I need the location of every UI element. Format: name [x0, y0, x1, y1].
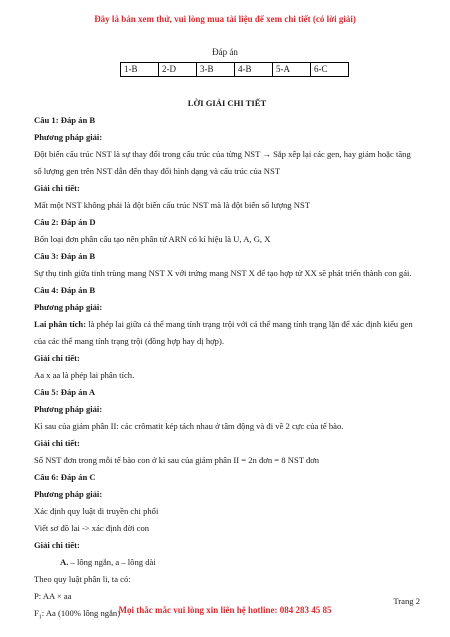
question-2-heading: Câu 2: Đáp án D [34, 217, 96, 227]
answer-key-title: Đáp án [212, 47, 238, 57]
table-row [121, 63, 349, 77]
q2-text: Bốn loại đơn phân cấu tạo nên phân tử ARN có kí hiệu là U, A, G, X [34, 234, 271, 244]
f1-label: F [34, 608, 39, 618]
q6-method-text-2: Viết sơ đồ lai -> xác định đời con [34, 523, 150, 533]
q5-method-text: Kì sau của giảm phân II: các crômatit kép tách nhau ở tâm động và đi về 2 cực của tế bào. [34, 421, 344, 431]
answer-cell-2: 2-D [159, 63, 197, 77]
answer-cell-6: 6-C [311, 63, 349, 77]
q6-detail-law: Theo quy luật phân li, ta có: [34, 574, 131, 584]
q6-method-heading: Phương pháp giải: [34, 489, 103, 499]
q1-detail-text: Mất một NST không phải là đột biến cấu trúc NST mà là đột biến số lượng NST [34, 200, 310, 210]
hotline-banner: Mọi thắc mắc vui lòng xin liên hệ hotline: 084 283 45 85 [118, 605, 332, 615]
q1-detail-heading: Giải chi tiết: [34, 183, 80, 193]
q6-allele-label: A. [60, 557, 69, 567]
q6-detail-allele [34, 554, 420, 571]
q3-text: Sự thụ tinh giữa tinh trùng mang NST X với trứng mang NST X để tạo hợp tử XX sẽ phát triển thành con gái. [34, 268, 412, 278]
solution-content [34, 95, 420, 627]
q5-detail-heading: Giải chi tiết: [34, 438, 80, 448]
q4-detail-text: Aa x aa là phép lai phân tích. [34, 370, 135, 380]
f1-result: : Aa (100% lông ngắn) [41, 608, 121, 618]
q4-method-text [34, 316, 420, 350]
q6-detail-cross: P: AA × aa [34, 591, 72, 601]
preview-banner: Đây là bản xem thử, vui lòng mua tài liệu để xem chi tiết (có lời giải) [94, 14, 356, 24]
answer-cell-4: 4-B [235, 63, 273, 77]
question-4-heading: Câu 4: Đáp án B [34, 285, 96, 295]
q6-allele-text: – lông ngắn, a – lông dài [68, 557, 156, 567]
q4-method-heading: Phương pháp giải: [34, 302, 103, 312]
q4-lai-label: Lai phân tích: [34, 319, 87, 329]
q6-detail-heading: Giải chi tiết: [34, 540, 80, 550]
q5-detail-text: Số NST đơn trong mỗi tế bào con ở kì sau của giảm phân II = 2n đơn = 8 NST đơn [34, 455, 320, 465]
question-1-heading: Câu 1: Đáp án B [34, 115, 96, 125]
answer-cell-3: 3-B [197, 63, 235, 77]
q4-lai-text: là phép lai giữa cá thể mang tính trạng trội với cá thể mang tính trạng lặn để xác định kiểu gen của các thể mang tính trạng trội (đồng hợp hay dị hợp). [34, 319, 413, 346]
answer-cell-5: 5-A [273, 63, 311, 77]
section-title: LỜI GIẢI CHI TIẾT [187, 98, 267, 108]
answer-key-table [120, 62, 349, 77]
q1-method-heading: Phương pháp giải: [34, 132, 103, 142]
question-3-heading: Câu 3: Đáp án B [34, 251, 96, 261]
question-6-heading: Câu 6: Đáp án C [34, 472, 96, 482]
q5-method-heading: Phương pháp giải: [34, 404, 103, 414]
f1-subscript: 1 [38, 614, 42, 621]
question-5-heading: Câu 5: Đáp án A [34, 387, 96, 397]
q1-method-text: Đột biến cấu trúc NST là sự thay đổi trong cấu trúc của từng NST → Sắp xếp lại các gen, hay giảm hoặc tăng số lượng gen trên NST dẫn đến thay đổi hình dạng và cấu trúc của NST [34, 149, 411, 176]
q6-method-text-1: Xác định quy luật di truyền chi phối [34, 506, 159, 516]
page-number: Trang 2 [393, 596, 420, 606]
answer-cell-1: 1-B [121, 63, 159, 77]
q4-detail-heading: Giải chi tiết: [34, 353, 80, 363]
